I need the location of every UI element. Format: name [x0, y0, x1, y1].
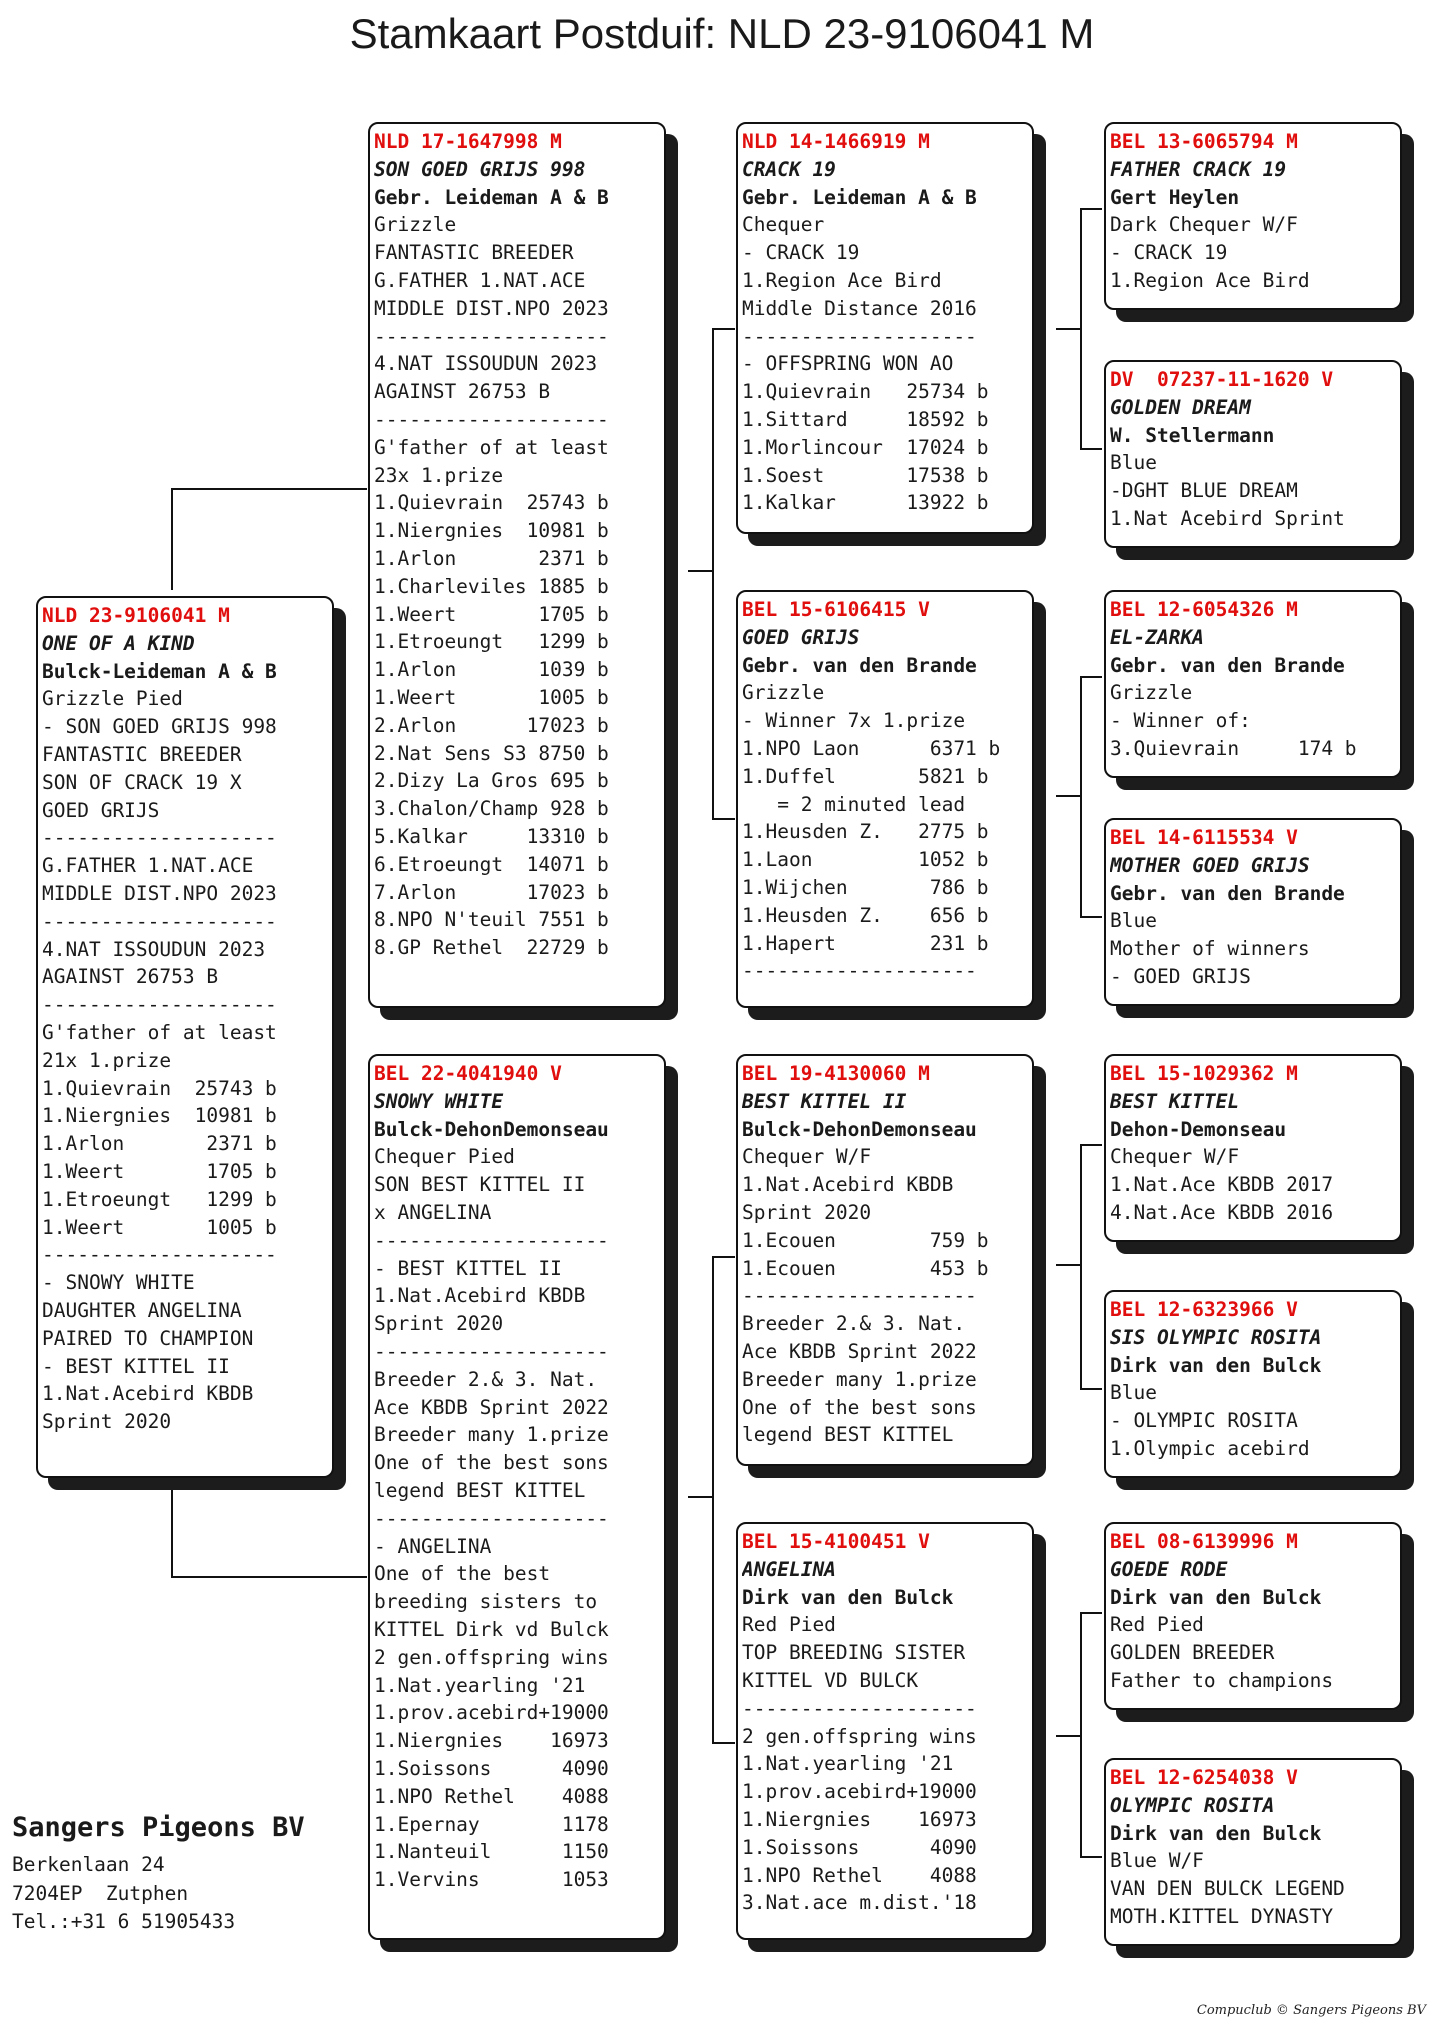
- info-line: Sprint 2020: [374, 1312, 504, 1336]
- info-line: --------------------: [42, 1243, 277, 1267]
- info-line: 1.Ecouen 453 b: [742, 1256, 989, 1280]
- breeder-name: W. Stellermann: [1110, 423, 1275, 447]
- info-line: 1.Arlon 2371 b: [42, 1132, 277, 1156]
- info-line: -DGHT BLUE DREAM: [1110, 479, 1298, 503]
- pigeon-card-fmf: [1104, 590, 1402, 778]
- info-line: x ANGELINA: [374, 1200, 492, 1224]
- breeder-name: Dirk van den Bulck: [742, 1585, 954, 1609]
- info-line: 1.Nat.Acebird KBDB: [742, 1173, 954, 1197]
- info-line: legend BEST KITTEL: [742, 1423, 954, 1447]
- info-line: 1.NPO Laon 6371 b: [742, 736, 1001, 760]
- info-line: 1.Niergnies 16973: [374, 1729, 609, 1753]
- info-line: 1.Kalkar 13922 b: [742, 491, 989, 515]
- ring-number: BEL 14-6115534 V: [1110, 826, 1298, 849]
- info-line: Breeder 2.& 3. Nat.: [742, 1312, 966, 1336]
- info-line: AGAINST 26753 B: [374, 380, 551, 404]
- info-line: Breeder many 1.prize: [742, 1367, 977, 1391]
- info-line: 1.Sittard 18592 b: [742, 407, 989, 431]
- pigeon-name: GOED GRIJS: [742, 625, 860, 649]
- info-line: - SNOWY WHITE: [42, 1271, 195, 1295]
- info-line: Father to champions: [1110, 1668, 1334, 1692]
- pigeon-name: SON GOED GRIJS 998: [374, 157, 586, 181]
- info-line: Chequer W/F: [742, 1145, 872, 1169]
- info-line: - BEST KITTEL II: [42, 1354, 230, 1378]
- info-line: FANTASTIC BREEDER: [374, 241, 574, 265]
- breeder-name: Bulck-DehonDemonseau: [742, 1117, 977, 1141]
- pigeon-card-father-father: [736, 122, 1034, 534]
- breeder-name: Gert Heylen: [1110, 185, 1240, 209]
- breeder-name: Dehon-Demonseau: [1110, 1117, 1287, 1141]
- info-line: --------------------: [374, 1506, 609, 1530]
- info-line: Chequer: [742, 213, 825, 237]
- breeder-name: Gebr. Leideman A & B: [742, 185, 977, 209]
- owner-name: Sangers Pigeons BV: [12, 1812, 305, 1843]
- info-line: 5.Kalkar 13310 b: [374, 824, 609, 848]
- info-line: GOLDEN BREEDER: [1110, 1641, 1275, 1665]
- info-line: 1.Quievrain 25734 b: [742, 380, 989, 404]
- info-line: 1.Quievrain 25743 b: [374, 491, 609, 515]
- ring-number: NLD 17-1647998 M: [374, 130, 562, 153]
- ring-number: NLD 14-1466919 M: [742, 130, 930, 153]
- info-line: 1.Nat Acebird Sprint: [1110, 506, 1345, 530]
- info-line: 1.Charleviles 1885 b: [374, 574, 609, 598]
- info-line: - CRACK 19: [742, 241, 860, 265]
- info-line: 1.Nanteuil 1150: [374, 1840, 609, 1864]
- pigeon-name: GOLDEN DREAM: [1110, 395, 1251, 419]
- pigeon-card-mfm: [1104, 1290, 1402, 1478]
- info-line: - Winner of:: [1110, 709, 1251, 733]
- info-line: --------------------: [374, 1228, 609, 1252]
- info-line: --------------------: [42, 993, 277, 1017]
- info-line: --------------------: [374, 324, 609, 348]
- pigeon-card-ffm: [1104, 360, 1402, 548]
- info-line: MIDDLE DIST.NPO 2023: [42, 881, 277, 905]
- info-line: 1.Nat.Ace KBDB 2017: [1110, 1173, 1334, 1197]
- info-line: Sprint 2020: [742, 1200, 872, 1224]
- pigeon-card-mmm: [1104, 1758, 1402, 1946]
- info-line: 1.NPO Rethel 4088: [742, 1863, 977, 1887]
- info-line: 23x 1.prize: [374, 463, 504, 487]
- info-line: KITTEL Dirk vd Bulck: [374, 1617, 609, 1641]
- info-line: 3.Nat.ace m.dist.'18: [742, 1891, 977, 1915]
- info-line: Chequer W/F: [1110, 1145, 1240, 1169]
- info-line: 1.Etroeungt 1299 b: [42, 1187, 277, 1211]
- info-line: 1.Laon 1052 b: [742, 848, 989, 872]
- pigeon-name: BEST KITTEL: [1110, 1089, 1240, 1113]
- info-line: 2.Arlon 17023 b: [374, 713, 609, 737]
- info-line: KITTEL VD BULCK: [742, 1668, 919, 1692]
- ring-number: BEL 12-6254038 V: [1110, 1766, 1298, 1789]
- info-line: 1.Weert 1005 b: [42, 1215, 277, 1239]
- info-line: --------------------: [42, 909, 277, 933]
- info-line: One of the best sons: [374, 1451, 609, 1475]
- info-line: MIDDLE DIST.NPO 2023: [374, 296, 609, 320]
- info-line: 3.Quievrain 174 b: [1110, 736, 1357, 760]
- info-line: 21x 1.prize: [42, 1048, 172, 1072]
- info-line: PAIRED TO CHAMPION: [42, 1326, 254, 1350]
- info-line: SON OF CRACK 19 X: [42, 770, 242, 794]
- info-line: 1.Arlon 1039 b: [374, 658, 609, 682]
- info-line: 1.Soest 17538 b: [742, 463, 989, 487]
- info-line: SON BEST KITTEL II: [374, 1173, 586, 1197]
- info-line: 1.Niergnies 16973: [742, 1807, 977, 1831]
- info-line: 1.Region Ace Bird: [1110, 268, 1310, 292]
- info-line: --------------------: [374, 407, 609, 431]
- info-line: Middle Distance 2016: [742, 296, 977, 320]
- info-line: 1.Weert 1705 b: [42, 1159, 277, 1183]
- pigeon-name: BEST KITTEL II: [742, 1089, 907, 1113]
- info-line: Grizzle: [742, 681, 825, 705]
- info-line: VAN DEN BULCK LEGEND: [1110, 1877, 1345, 1901]
- pigeon-card-father: [368, 122, 666, 1008]
- info-line: 1.Soissons 4090: [742, 1835, 977, 1859]
- ring-number: BEL 12-6054326 M: [1110, 598, 1298, 621]
- info-line: Red Pied: [1110, 1613, 1204, 1637]
- info-line: 1.prov.acebird+19000: [742, 1780, 977, 1804]
- pigeon-name: ONE OF A KIND: [42, 631, 195, 655]
- info-line: --------------------: [742, 959, 977, 983]
- pigeon-name: SIS OLYMPIC ROSITA: [1110, 1325, 1322, 1349]
- info-line: --------------------: [742, 1284, 977, 1308]
- ring-number: BEL 13-6065794 M: [1110, 130, 1298, 153]
- ring-number: DV 07237-11-1620 V: [1110, 368, 1334, 391]
- pigeon-name: FATHER CRACK 19: [1110, 157, 1287, 181]
- info-line: One of the best sons: [742, 1395, 977, 1419]
- breeder-name: Dirk van den Bulck: [1110, 1353, 1322, 1377]
- info-line: 2.Dizy La Gros 695 b: [374, 769, 609, 793]
- info-line: MOTH.KITTEL DYNASTY: [1110, 1904, 1334, 1928]
- info-line: G.FATHER 1.NAT.ACE: [374, 268, 586, 292]
- pigeon-name: SNOWY WHITE: [374, 1089, 504, 1113]
- info-line: Chequer Pied: [374, 1145, 515, 1169]
- breeder-name: Gebr. van den Brande: [742, 653, 977, 677]
- info-line: 4.Nat.Ace KBDB 2016: [1110, 1200, 1334, 1224]
- info-line: TOP BREEDING SISTER: [742, 1641, 966, 1665]
- info-line: G'father of at least: [42, 1020, 277, 1044]
- info-line: - SON GOED GRIJS 998: [42, 715, 277, 739]
- info-line: - ANGELINA: [374, 1534, 492, 1558]
- info-line: 3.Chalon/Champ 928 b: [374, 797, 609, 821]
- info-line: 1.Heusden Z. 656 b: [742, 903, 989, 927]
- info-line: FANTASTIC BREEDER: [42, 742, 242, 766]
- breeder-name: Dirk van den Bulck: [1110, 1821, 1322, 1845]
- info-line: 1.Etroeungt 1299 b: [374, 630, 609, 654]
- info-line: 1.Nat.Acebird KBDB: [374, 1284, 586, 1308]
- info-line: --------------------: [374, 1339, 609, 1363]
- info-line: Grizzle Pied: [42, 687, 183, 711]
- info-line: 1.Nat.yearling '21: [374, 1673, 586, 1697]
- info-line: 1.Niergnies 10981 b: [374, 519, 609, 543]
- info-line: 1.Nat.Acebird KBDB: [42, 1382, 254, 1406]
- info-line: 1.Weert 1005 b: [374, 685, 609, 709]
- info-line: Blue W/F: [1110, 1849, 1204, 1873]
- info-line: Breeder many 1.prize: [374, 1423, 609, 1447]
- info-line: 1.Vervins 1053: [374, 1868, 609, 1892]
- pigeon-card-mother: [368, 1054, 666, 1940]
- ring-number: BEL 15-4100451 V: [742, 1530, 930, 1553]
- breeder-name: Dirk van den Bulck: [1110, 1585, 1322, 1609]
- info-line: 1.Region Ace Bird: [742, 268, 942, 292]
- info-line: G'father of at least: [374, 435, 609, 459]
- info-line: 1.Nat.yearling '21: [742, 1752, 954, 1776]
- info-line: 1.Arlon 2371 b: [374, 546, 609, 570]
- owner-block: [12, 1812, 305, 1937]
- info-line: - BEST KITTEL II: [374, 1256, 562, 1280]
- info-line: 1.prov.acebird+19000: [374, 1701, 609, 1725]
- pigeon-name: GOEDE RODE: [1110, 1557, 1228, 1581]
- info-line: --------------------: [742, 1696, 977, 1720]
- page-title: Stamkaart Postduif: NLD 23-9106041 M: [349, 10, 1095, 57]
- pigeon-card-mmf: [1104, 1522, 1402, 1710]
- info-line: 2.Nat Sens S3 8750 b: [374, 741, 609, 765]
- info-line: 1.Hapert 231 b: [742, 931, 989, 955]
- info-line: --------------------: [42, 826, 277, 850]
- info-line: - GOED GRIJS: [1110, 964, 1251, 988]
- footer-credit: Compuclub © Sangers Pigeons BV: [1196, 2003, 1426, 2018]
- info-line: 8.GP Rethel 22729 b: [374, 936, 609, 960]
- info-line: 1.Wijchen 786 b: [742, 875, 989, 899]
- info-line: 1.Olympic acebird: [1110, 1436, 1310, 1460]
- info-line: Blue: [1110, 451, 1157, 475]
- pigeon-card-mother-mother: [736, 1522, 1034, 1940]
- info-line: legend BEST KITTEL: [374, 1478, 586, 1502]
- info-line: - CRACK 19: [1110, 241, 1228, 265]
- ring-number: BEL 22-4041940 V: [374, 1062, 562, 1085]
- info-line: Sprint 2020: [42, 1410, 172, 1434]
- pigeon-card-fmm: [1104, 818, 1402, 1006]
- info-line: 1.Niergnies 10981 b: [42, 1104, 277, 1128]
- pigeon-name: MOTHER GOED GRIJS: [1110, 853, 1310, 877]
- info-line: 1.Ecouen 759 b: [742, 1228, 989, 1252]
- info-line: Blue: [1110, 909, 1157, 933]
- owner-phone: Tel.:+31 6 51905433: [12, 1910, 236, 1933]
- info-line: Ace KBDB Sprint 2022: [374, 1395, 609, 1419]
- info-line: GOED GRIJS: [42, 798, 160, 822]
- breeder-name: Bulck-DehonDemonseau: [374, 1117, 609, 1141]
- owner-city: 7204EP Zutphen: [12, 1881, 189, 1905]
- info-line: 1.Weert 1705 b: [374, 602, 609, 626]
- ring-number: NLD 23-9106041 M: [42, 604, 230, 627]
- pigeon-name: OLYMPIC ROSITA: [1110, 1793, 1275, 1817]
- info-line: - OLYMPIC ROSITA: [1110, 1409, 1298, 1433]
- info-line: 6.Etroeungt 14071 b: [374, 852, 609, 876]
- info-line: 1.Soissons 4090: [374, 1756, 609, 1780]
- info-line: - OFFSPRING WON AO: [742, 352, 954, 376]
- info-line: 1.Heusden Z. 2775 b: [742, 820, 989, 844]
- info-line: 8.NPO N'teuil 7551 b: [374, 908, 609, 932]
- info-line: 2 gen.offspring wins: [742, 1724, 977, 1748]
- info-line: 1.Quievrain 25743 b: [42, 1076, 277, 1100]
- info-line: AGAINST 26753 B: [42, 965, 219, 989]
- owner-address: Berkenlaan 24: [12, 1853, 165, 1876]
- breeder-name: Gebr. van den Brande: [1110, 653, 1345, 677]
- info-line: Breeder 2.& 3. Nat.: [374, 1367, 598, 1391]
- pigeon-card-mother-father: [736, 1054, 1034, 1466]
- ring-number: BEL 08-6139996 M: [1110, 1530, 1298, 1553]
- breeder-name: Gebr. Leideman A & B: [374, 185, 609, 209]
- info-line: - Winner 7x 1.prize: [742, 709, 966, 733]
- info-line: 1.Epernay 1178: [374, 1812, 609, 1836]
- ring-number: BEL 12-6323966 V: [1110, 1298, 1298, 1321]
- info-line: Grizzle: [1110, 681, 1193, 705]
- breeder-name: Gebr. van den Brande: [1110, 881, 1345, 905]
- info-line: Mother of winners: [1110, 937, 1310, 961]
- info-line: Red Pied: [742, 1613, 836, 1637]
- pigeon-card-subject: [36, 596, 334, 1478]
- pigeon-name: EL-ZARKA: [1110, 625, 1204, 649]
- pigeon-card-fff: [1104, 122, 1402, 310]
- info-line: Blue: [1110, 1381, 1157, 1405]
- info-line: G.FATHER 1.NAT.ACE: [42, 854, 254, 878]
- info-line: breeding sisters to: [374, 1590, 598, 1614]
- info-line: 1.Duffel 5821 b: [742, 764, 989, 788]
- pigeon-card-father-mother: [736, 590, 1034, 1008]
- pigeon-card-mff: [1104, 1054, 1402, 1242]
- info-line: 2 gen.offspring wins: [374, 1645, 609, 1669]
- info-line: Ace KBDB Sprint 2022: [742, 1339, 977, 1363]
- info-line: Dark Chequer W/F: [1110, 213, 1298, 237]
- info-line: 4.NAT ISSOUDUN 2023: [42, 937, 266, 961]
- ring-number: BEL 15-6106415 V: [742, 598, 930, 621]
- info-line: 7.Arlon 17023 b: [374, 880, 609, 904]
- info-line: --------------------: [742, 324, 977, 348]
- info-line: 1.NPO Rethel 4088: [374, 1784, 609, 1808]
- info-line: One of the best: [374, 1562, 551, 1586]
- info-line: 1.Morlincour 17024 b: [742, 435, 989, 459]
- info-line: Grizzle: [374, 213, 457, 237]
- info-line: 4.NAT ISSOUDUN 2023: [374, 352, 598, 376]
- pigeon-name: CRACK 19: [742, 157, 836, 181]
- ring-number: BEL 19-4130060 M: [742, 1062, 930, 1085]
- info-line: DAUGHTER ANGELINA: [42, 1298, 242, 1322]
- pigeon-name: ANGELINA: [742, 1557, 836, 1581]
- breeder-name: Bulck-Leideman A & B: [42, 659, 277, 683]
- ring-number: BEL 15-1029362 M: [1110, 1062, 1298, 1085]
- info-line: = 2 minuted lead: [742, 792, 966, 816]
